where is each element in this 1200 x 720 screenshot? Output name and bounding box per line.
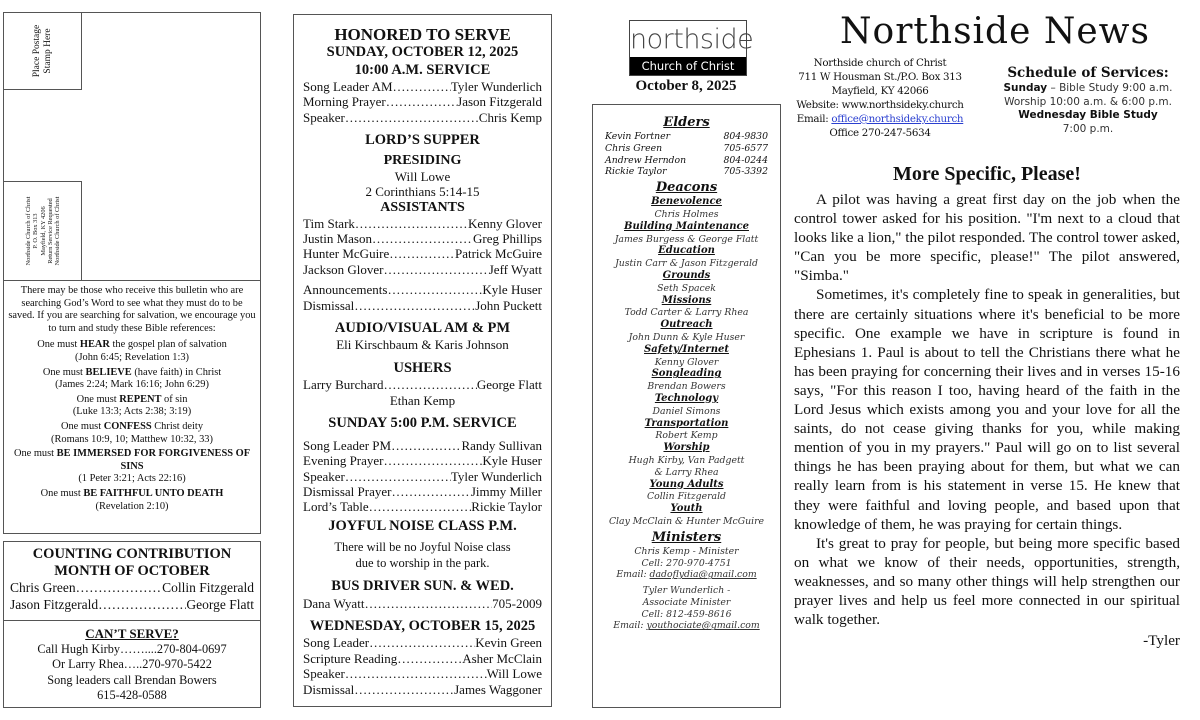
cant-serve-line: Song leaders call Brendan Bowers xyxy=(47,672,217,687)
assistants-rows xyxy=(303,216,542,278)
minister-email-link[interactable]: dadoflydia@gmail.com xyxy=(649,569,757,581)
deacon-area: Worship xyxy=(663,442,710,454)
salvation-step-ref: (Revelation 2:10) xyxy=(95,500,169,512)
deacon-name: James Burgess & George Flatt xyxy=(614,233,759,245)
return-address xyxy=(24,197,60,266)
bus-row: Dana Wyatt …………………………………………………………………………………………… 705-2009 xyxy=(303,596,542,611)
deacon-area: Missions xyxy=(661,294,712,306)
elder-row xyxy=(597,131,776,143)
deacon-area: Young Adults xyxy=(649,478,724,490)
deacon-area: Grounds xyxy=(662,269,711,281)
salvation-step-ref: (Luke 13:3; Acts 2:38; 3:19) xyxy=(72,406,192,418)
joyful-line: There will be no Joyful Noise class xyxy=(334,540,511,555)
deacon-name: Hugh Kirby, Van Padgett xyxy=(628,454,745,466)
elder-row xyxy=(597,155,776,167)
counting-title: COUNTING CONTRIBUTION xyxy=(32,546,232,562)
deacon-area: Youth xyxy=(670,503,703,515)
deacon-name: Todd Carter & Larry Rhea xyxy=(624,307,749,319)
ushers-row: Larry Burchard …………………………………………………………………………………………… George Flatt xyxy=(303,377,542,392)
counting-row: Jason Fitzgerald …………………………………………………………………………………………… George Flatt xyxy=(10,597,254,614)
cant-serve-line: 615-428-0588 xyxy=(97,688,167,702)
wednesday-row: Dismissal …………………………………………………………………………………………… James Waggoner xyxy=(303,682,542,697)
address-line: Northside church of Christ xyxy=(813,57,947,69)
cant-serve-box xyxy=(3,620,261,708)
salvation-step-ref: (Romans 10:9, 10; Matthew 10:32, 33) xyxy=(51,433,213,445)
elder-row xyxy=(597,166,776,178)
deacon-name: Brendan Bowers xyxy=(647,381,726,393)
staff-directory xyxy=(592,104,781,708)
schedule-sunday: Sunday – Bible Study 9:00 a.m. xyxy=(1003,82,1173,94)
presiding-label: PRESIDING xyxy=(383,152,462,168)
deacon-name: John Dunn & Kyle Huser xyxy=(628,331,745,343)
deacon-name: Clay McClain & Hunter McGuire xyxy=(608,515,765,527)
return-line: Northside Church of Christ xyxy=(24,196,32,266)
stamp-line: Place Postage xyxy=(31,24,42,78)
elders-title: Elders xyxy=(663,115,710,130)
associate-title: Associate Minister xyxy=(642,596,731,608)
am-service-row: Morning Prayer …………………………………………………………………………………………… Jason Fitzgerald xyxy=(303,94,542,109)
elder-phone: 705-3392 xyxy=(723,166,768,178)
deacons-title: Deacons xyxy=(655,180,718,196)
deacon-area: Safety/Internet xyxy=(644,343,729,355)
pm-service-row: Speaker …………………………………………………………………………………………… Tyler Wunderlich xyxy=(303,469,542,484)
ministers-title: Ministers xyxy=(651,529,722,545)
email-line: Email: office@northsideky.church xyxy=(796,113,964,125)
associate-email-line: Email: youthociate@gmail.com xyxy=(613,620,760,632)
salvation-steps xyxy=(8,339,256,513)
stamp-box xyxy=(3,12,82,90)
associate-name: Tyler Wunderlich - xyxy=(642,585,731,597)
schedule-of-services xyxy=(982,64,1194,136)
office-phone: Office 270-247-5634 xyxy=(829,127,931,139)
schedule-wednesday: Wednesday Bible Study xyxy=(1018,109,1158,121)
joyful-line: due to worship in the park. xyxy=(355,555,490,570)
deacon-area: Technology xyxy=(654,392,719,404)
elder-name: Rickie Taylor xyxy=(605,166,667,178)
church-logo xyxy=(629,20,754,76)
deacons-list xyxy=(597,196,776,528)
counting-month: MONTH OF OCTOBER xyxy=(54,563,210,579)
schedule-worship: Worship 10:00 a.m. & 6:00 p.m. xyxy=(1004,95,1172,108)
deacon-area: Outreach xyxy=(660,319,713,331)
salvation-intro: There may be those who receive this bulletin who are searching God’s Word to see what they must do to be saved. If you are searching for salvation, we encourage you to turn and study these Bible references: xyxy=(8,285,256,334)
misc-row: Dismissal …………………………………………………………………………………………… John Puckett xyxy=(303,298,542,313)
associate-cell: Cell: 812-459-8616 xyxy=(641,608,732,620)
address-line: 711 W Housman St./P.O. Box 313 xyxy=(798,71,962,83)
office-email-link[interactable]: office@northsideky.church xyxy=(831,113,964,125)
pm-service-row: Dismissal Prayer …………………………………………………………………………………………… Jimmy Miller xyxy=(303,484,542,499)
deacon-name: Daniel Simons xyxy=(652,405,721,417)
assistant-row: Justin Mason …………………………………………………………………………………………… Greg Phillips xyxy=(303,231,542,246)
address-line: Mayfield, KY 42066 xyxy=(831,85,929,97)
article-paragraph: Sometimes, it's completely fine to speak in generalities, but there are certainly situations where it's beneficial to be more specific. One example we have in scripture is found in Ephesians 1. Paul is about to tell the Christians there what he has been praying for concerning their lives and in verses 15-16 says, "For this reason I too, having heard of the faith in the Lord Jesus which exists among you and your love for all the saints, do not cease giving thanks for you, while making mention of you in my prayers." Paul will go on to list several things he has been praying about for them, but what we can really learn from is his statement in verse 15. He knew that they were faithful and loving people, and based upon that knowledge of them, he was praying for certain things. xyxy=(794,286,1180,533)
minister-name: Chris Kemp - Minister xyxy=(634,545,739,557)
issue-date: October 8, 2025 xyxy=(635,78,737,94)
stamp-text xyxy=(32,25,54,78)
salvation-step xyxy=(8,448,256,486)
return-line: Mayfield, KY 4206 xyxy=(38,206,46,256)
deacon-name: Seth Spacek xyxy=(657,282,716,294)
counting-row: Chris Green …………………………………………………………………………………………… Collin Fitzgerald xyxy=(10,580,254,597)
deacon-area: Education xyxy=(658,245,715,257)
logo-word: northside xyxy=(630,24,754,55)
salvation-step xyxy=(8,394,256,419)
salvation-step-ref: (1 Peter 3:21; Acts 22:16) xyxy=(78,473,186,485)
newsletter-title: Northside News xyxy=(840,11,1150,52)
deacon-area: Transportation xyxy=(644,417,729,429)
presiding-name: Will Lowe xyxy=(394,168,451,184)
return-line: Return Service Requested xyxy=(46,198,54,264)
pm-service-row: Lord’s Table …………………………………………………………………………………………… Rickie Taylor xyxy=(303,499,542,514)
website-line: Website: www.northsideky.church xyxy=(796,99,964,111)
pm-service-row: Evening Prayer …………………………………………………………………………………………… Kyle Huser xyxy=(303,453,542,468)
wednesday-row: Scripture Reading …………………………………………………………………………………………… Asher McClain xyxy=(303,651,542,666)
church-address xyxy=(790,56,970,140)
deacon-name: & Larry Rhea xyxy=(654,466,719,478)
bus-title: BUS DRIVER SUN. & WED. xyxy=(331,578,514,595)
salvation-step xyxy=(8,421,256,446)
cant-serve-line: Call Hugh Kirby……....270-804-0697 xyxy=(37,641,227,656)
deacon-area: Building Maintenance xyxy=(624,220,749,232)
elder-name: Kevin Fortner xyxy=(605,131,671,142)
elders-list xyxy=(597,131,776,178)
serve-date: SUNDAY, OCTOBER 12, 2025 xyxy=(326,44,519,60)
deacon-name: Robert Kemp xyxy=(655,430,718,442)
minister-cell: Cell: 270-970-4751 xyxy=(641,557,732,569)
salvation-box xyxy=(3,280,261,534)
am-service-row: Song Leader AM …………………………………………………………………………………………… Tyler Wunderlich xyxy=(303,79,542,94)
serve-title: HONORED TO SERVE xyxy=(334,25,511,44)
am-service-row: Speaker …………………………………………………………………………………………… Chris Kemp xyxy=(303,110,542,125)
stamp-line: Stamp Here xyxy=(42,28,53,74)
ushers-title: USHERS xyxy=(393,359,452,376)
assistant-row: Jackson Glover …………………………………………………………………………………………… Jeff Wyatt xyxy=(303,262,542,277)
assistant-row: Tim Stark …………………………………………………………………………………………… Kenny Glover xyxy=(303,216,542,231)
schedule-wednesday-time: 7:00 p.m. xyxy=(1062,122,1114,135)
return-line: Northside Church of Christ xyxy=(53,196,61,266)
serve-service: 10:00 A.M. SERVICE xyxy=(354,61,491,78)
logo-band: Church of Christ xyxy=(630,57,746,75)
salvation-step xyxy=(8,488,256,513)
salvation-step-text: One must HEAR the gospel plan of salvation xyxy=(37,339,227,351)
wednesday-rows xyxy=(303,635,542,697)
deacon-name: Justin Carr & Jason Fitzgerald xyxy=(615,258,758,270)
assistants-label: ASSISTANTS xyxy=(380,199,465,215)
article-signature: -Tyler xyxy=(1143,632,1180,650)
return-line: P. O. Box 313 xyxy=(31,213,39,249)
article xyxy=(794,162,1180,650)
associate-email-link[interactable]: youthociate@gmail.com xyxy=(646,620,760,632)
elder-name: Chris Green xyxy=(605,142,663,154)
salvation-step xyxy=(8,367,256,392)
deacon-area: Songleading xyxy=(651,368,722,380)
article-paragraph: It's great to pray for people, but being more specific based on what we know of their needs, opportunities, strength, weaknesses, and so many other things will help strengthen our prayer lives and help us feel more connected in our spiritual walk together. xyxy=(794,534,1180,629)
cant-serve-title: CAN’T SERVE? xyxy=(85,626,179,641)
salvation-step-text: One must CONFESS Christ deity xyxy=(60,420,204,432)
am-service-rows xyxy=(303,79,542,125)
schedule-title: Schedule of Services: xyxy=(1007,65,1169,81)
ushers-extra: Ethan Kemp xyxy=(389,392,456,408)
deacon-name: Kenny Glover xyxy=(654,356,719,368)
av-title: AUDIO/VISUAL AM & PM xyxy=(334,319,511,336)
counting-contribution-box xyxy=(3,541,261,621)
salvation-step-text: One must BELIEVE (have faith) in Christ xyxy=(42,366,222,378)
deacon-area: Benevolence xyxy=(651,196,722,208)
cant-serve-line: Or Larry Rhea…..270-970-5422 xyxy=(52,657,212,671)
pm-title: SUNDAY 5:00 P.M. SERVICE xyxy=(328,415,517,432)
return-address-box xyxy=(3,181,82,281)
pm-service-rows xyxy=(303,438,542,515)
elder-phone: 804-0244 xyxy=(723,154,768,166)
av-names: Eli Kirschbaum & Karis Johnson xyxy=(336,337,509,353)
salvation-step-ref: (James 2:24; Mark 16:16; John 6:29) xyxy=(55,379,209,391)
article-paragraph: A pilot was having a great first day on the job when the control tower asked for his position. "I'm next to a cloud that looks like a lion," the pilot responded. The control tower asked, "Can you be more specific, please!" The pilot answered, "Simba." xyxy=(794,191,1180,285)
wednesday-row: Speaker …………………………………………………………………………………………… Will Lowe xyxy=(303,666,542,681)
presiding-ref: 2 Corinthians 5:14-15 xyxy=(365,184,480,200)
deacon-name: Collin Fitzgerald xyxy=(647,491,726,503)
misc-rows xyxy=(303,282,542,313)
elder-phone: 705-6577 xyxy=(723,142,768,154)
salvation-step-text: One must BE FAITHFUL UNTO DEATH xyxy=(40,487,224,499)
elder-phone: 804-9830 xyxy=(723,131,768,142)
minister-email-line: Email: dadoflydia@gmail.com xyxy=(616,569,757,581)
deacon-name: Chris Holmes xyxy=(654,208,719,220)
joyful-title: JOYFUL NOISE CLASS P.M. xyxy=(328,517,517,534)
pm-service-row: Song Leader PM …………………………………………………………………………………………… Randy Sullivan xyxy=(303,438,542,453)
misc-row: Announcements …………………………………………………………………………………………… Kyle Huser xyxy=(303,282,542,297)
elder-name: Andrew Herndon xyxy=(605,154,687,166)
wednesday-title: WEDNESDAY, OCTOBER 15, 2025 xyxy=(309,617,536,634)
elder-row xyxy=(597,143,776,155)
article-title: More Specific, Please! xyxy=(893,163,1081,185)
wednesday-row: Song Leader …………………………………………………………………………………………… Kevin Green xyxy=(303,635,542,650)
salvation-step-text: One must BE IMMERSED FOR FORGIVENESS OF SINS xyxy=(13,448,251,472)
salvation-step-text: One must REPENT of sin xyxy=(76,393,188,405)
assistant-row: Hunter McGuire …………………………………………………………………………………………… Patrick McGuire xyxy=(303,246,542,261)
honored-to-serve-box xyxy=(293,14,552,707)
salvation-step xyxy=(8,339,256,364)
lords-supper-title: LORD’S SUPPER xyxy=(365,132,480,149)
salvation-step-ref: (John 6:45; Revelation 1:3) xyxy=(75,351,189,363)
